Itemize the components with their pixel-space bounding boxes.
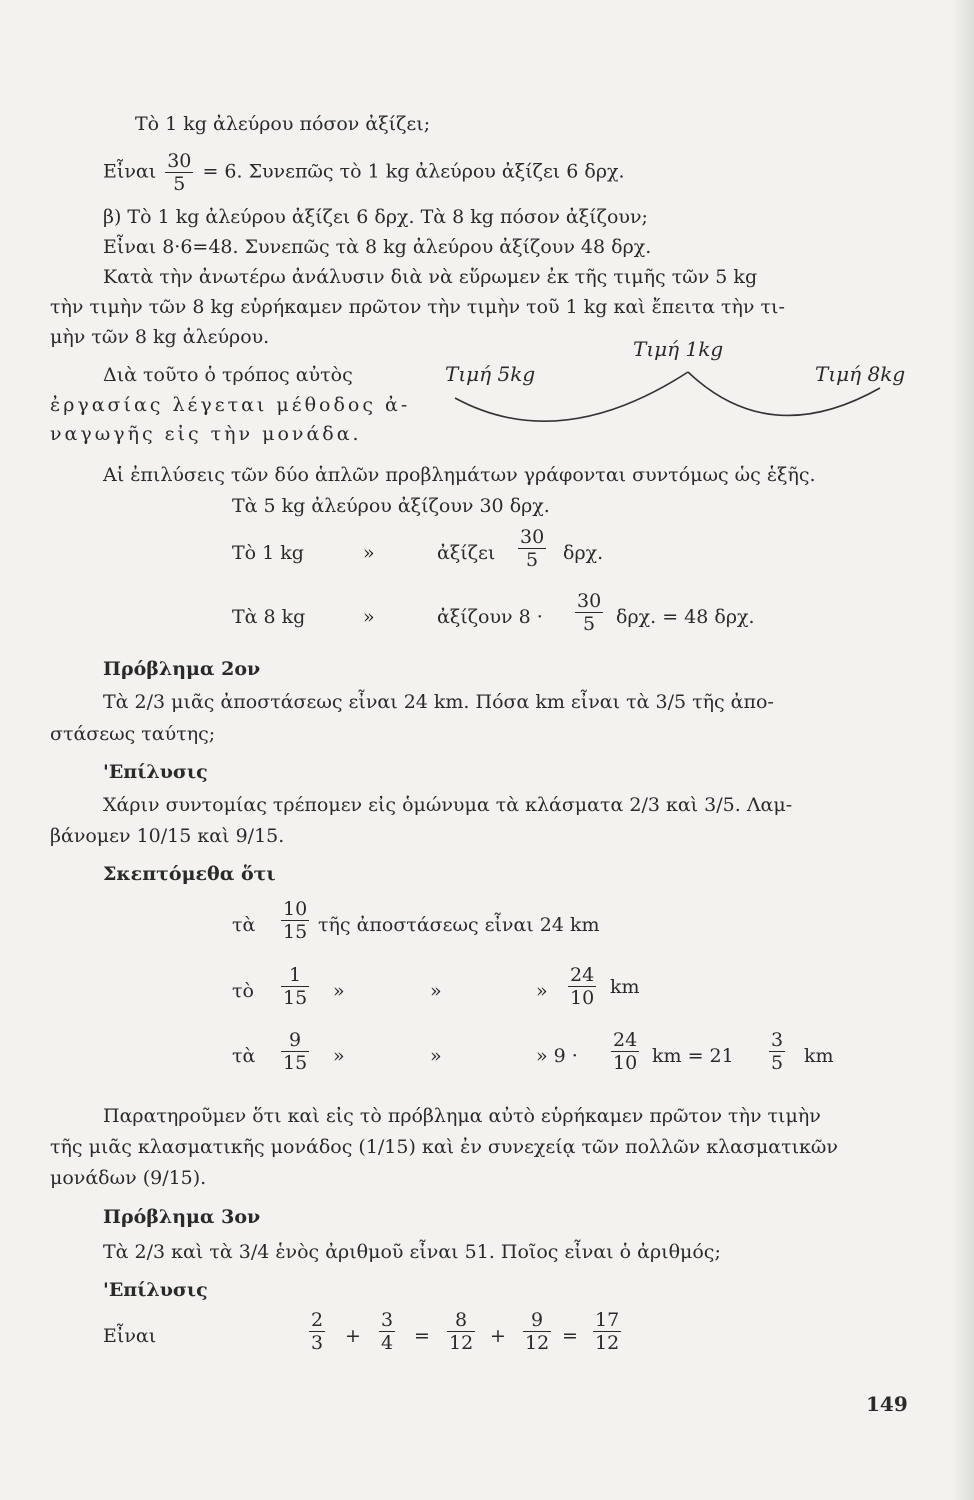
p3-fraction-4 bbox=[520, 1309, 554, 1354]
observation-line-1: Παρατηροῦμεν ὅτι καὶ εἰς τὸ πρόβλημα αὐτὸ εὑρήκαμεν πρῶτον τὴν τιμὴν bbox=[103, 1105, 821, 1127]
numerator: 24 bbox=[613, 1029, 638, 1051]
problem-2-solution-heading: 'Επίλυσις bbox=[103, 761, 208, 783]
fraction-9-12 bbox=[523, 1309, 551, 1354]
p3-fraction-3 bbox=[444, 1309, 478, 1354]
denominator: 5 bbox=[771, 1052, 784, 1074]
problem-2-solution-1: Χάριν συντομίας τρέπομεν εἰς ὁμώνυμα τὰ κλάσματα 2/3 καὶ 3/5. Λαμ- bbox=[103, 794, 793, 816]
problem-2-think: Σκεπτόμεθα ὅτι bbox=[103, 863, 276, 885]
row3-quote-3: » 9 · bbox=[536, 1045, 578, 1067]
p3-fraction-1 bbox=[306, 1309, 328, 1354]
page-number: 149 bbox=[866, 1392, 908, 1416]
summary-2-left: Τὸ 1 kg bbox=[232, 542, 304, 564]
summary-intro: Αἱ ἐπιλύσεις τῶν δύο ἁπλῶν προβλημάτων γράφονται συντόμως ὡς ἑξῆς. bbox=[103, 464, 816, 486]
summary-2-unit: δρχ. bbox=[563, 542, 604, 564]
row3-unit: km bbox=[804, 1045, 834, 1067]
problem-3-eival: Εἶναι bbox=[103, 1325, 157, 1347]
summary-2-verb: ἀξίζει bbox=[437, 542, 496, 564]
part-b-result: Εἶναι 8·6=48. Συνεπῶς τὰ 8 kg ἀλεύρου ἀξίζουν 48 δρχ. bbox=[103, 236, 652, 258]
fraction-8-12 bbox=[447, 1309, 475, 1354]
denominator: 3 bbox=[311, 1332, 324, 1354]
numerator: 9 bbox=[281, 1029, 309, 1052]
row1-fraction bbox=[278, 898, 312, 943]
row1-text: τῆς ἀποστάσεως εἶναι 24 km bbox=[318, 914, 600, 936]
row2-unit: km bbox=[610, 976, 640, 998]
numerator: 3 bbox=[771, 1029, 784, 1051]
p3-equals-1: = bbox=[414, 1325, 430, 1347]
eival-label: Εἶναι bbox=[103, 160, 157, 183]
denominator: 5 bbox=[526, 549, 539, 571]
fraction-1-15 bbox=[281, 964, 309, 1009]
p3-fraction-5 bbox=[590, 1309, 624, 1354]
denominator: 15 bbox=[283, 987, 308, 1009]
numerator: 2 bbox=[311, 1309, 324, 1331]
fraction-9-15 bbox=[281, 1029, 309, 1074]
method-line-3: ναγωγῆς εἰς τὴν μονάδα. bbox=[50, 423, 362, 445]
row2-quote-2: » bbox=[430, 980, 442, 1002]
fraction-24-10 bbox=[568, 964, 596, 1009]
denominator: 12 bbox=[449, 1332, 474, 1354]
row3-fraction bbox=[278, 1029, 312, 1074]
fraction-30-5-c bbox=[575, 590, 603, 635]
handwritten-arcs bbox=[0, 0, 974, 500]
part-b-question: β) Τὸ 1 kg ἀλεύρου ἀξίζει 6 δρχ. Τὰ 8 kg πόσον ἀξίζουν; bbox=[103, 206, 648, 228]
handwritten-price-5kg: Τιμή 5kg bbox=[445, 362, 536, 386]
row2-quote-1: » bbox=[333, 980, 345, 1002]
row2-value bbox=[565, 964, 599, 1009]
row1-article: τὰ bbox=[232, 914, 256, 936]
numerator: 9 bbox=[523, 1309, 551, 1332]
observation-line-3: μονάδων (9/15). bbox=[50, 1167, 207, 1189]
denominator: 10 bbox=[570, 987, 595, 1009]
denominator: 10 bbox=[613, 1052, 638, 1074]
row2-fraction bbox=[278, 964, 312, 1009]
row2-article: τὸ bbox=[232, 980, 254, 1002]
question-price-1kg: Τὸ 1 kg ἀλεύρου πόσον ἀξίζει; bbox=[135, 113, 431, 135]
row3-article: τὰ bbox=[232, 1045, 256, 1067]
analysis-line-2: τὴν τιμὴν τῶν 8 kg εὑρήκαμεν πρῶτον τὴν τιμὴν τοῦ 1 kg καὶ ἔπειτα τὴν τι- bbox=[50, 296, 785, 318]
row2-quote-3: » bbox=[536, 980, 548, 1002]
row3-equals: km = 21 bbox=[652, 1045, 734, 1067]
p3-plus-1: + bbox=[345, 1325, 361, 1347]
numerator: 1 bbox=[281, 964, 309, 987]
method-line-2: ἐργασίας λέγεται μέθοδος ἀ- bbox=[50, 394, 411, 416]
numerator: 30 bbox=[577, 590, 602, 612]
row3-quote-1: » bbox=[333, 1045, 345, 1067]
analysis-line-1: Κατὰ τὴν ἀνωτέρω ἀνάλυσιν διὰ νὰ εὕρωμεν ἐκ τῆς τιμῆς τῶν 5 kg bbox=[103, 266, 758, 288]
summary-2-quote: » bbox=[363, 542, 375, 564]
problem-2-text-1: Τὰ 2/3 μιᾶς ἀποστάσεως εἶναι 24 km. Πόσα km εἶναι τὰ 3/5 τῆς ἀπο- bbox=[103, 691, 774, 713]
summary-3-fraction bbox=[572, 590, 606, 635]
analysis-line-3: μὴν τῶν 8 kg ἀλεύρου. bbox=[50, 326, 270, 348]
numerator: 17 bbox=[595, 1309, 620, 1331]
fraction-2-3 bbox=[309, 1309, 325, 1354]
denominator: 12 bbox=[525, 1332, 550, 1354]
problem-3-solution-heading: 'Επίλυσις bbox=[103, 1279, 208, 1301]
p3-fraction-2 bbox=[376, 1309, 398, 1354]
p3-plus-2: + bbox=[490, 1325, 506, 1347]
problem-2-solution-2: βάνομεν 10/15 καὶ 9/15. bbox=[50, 825, 285, 847]
denominator: 5 bbox=[583, 613, 596, 635]
equals-six-text: = 6. Συνεπῶς τὸ 1 kg ἀλεύρου ἀξίζει 6 δρχ. bbox=[202, 160, 625, 183]
numerator: 8 bbox=[447, 1309, 475, 1332]
summary-3-quote: » bbox=[363, 606, 375, 628]
fraction-10-15 bbox=[281, 898, 309, 943]
row3-quote-2: » bbox=[430, 1045, 442, 1067]
fraction-24-10-b bbox=[611, 1029, 639, 1074]
denominator: 12 bbox=[595, 1332, 620, 1354]
denominator: 4 bbox=[381, 1332, 394, 1354]
problem-3-title: Πρόβλημα 3ον bbox=[103, 1206, 261, 1228]
problem-3-text: Τὰ 2/3 καὶ τὰ 3/4 ἑνὸς ἀριθμοῦ εἶναι 51. Ποῖος εἶναι ὁ ἀριθμός; bbox=[103, 1241, 721, 1263]
problem-2-title: Πρόβλημα 2ον bbox=[103, 658, 261, 680]
summary-3-left: Τὰ 8 kg bbox=[232, 606, 306, 628]
denominator: 5 bbox=[173, 173, 186, 195]
observation-line-2: τῆς μιᾶς κλασματικῆς μονάδος (1/15) καὶ ἐν συνεχείᾳ τῶν πολλῶν κλασματικῶν bbox=[50, 1136, 838, 1158]
numerator: 24 bbox=[570, 964, 595, 986]
summary-line-1: Τὰ 5 kg ἀλεύρου ἀξίζουν 30 δρχ. bbox=[232, 495, 550, 517]
handwritten-price-1kg: Τιμή 1kg bbox=[633, 337, 724, 361]
p3-equals-2: = bbox=[562, 1325, 578, 1347]
fraction-30-5-b bbox=[518, 526, 546, 571]
arc-1kg-to-8kg bbox=[688, 372, 880, 415]
summary-3-verb: ἀξίζουν 8 · bbox=[437, 606, 543, 628]
numerator: 30 bbox=[167, 150, 192, 172]
fraction-3-4 bbox=[379, 1309, 395, 1354]
fraction-3-5 bbox=[769, 1029, 785, 1074]
summary-3-end: δρχ. = 48 δρχ. bbox=[616, 606, 755, 628]
method-line-1: Διὰ τοῦτο ὁ τρόπος αὐτὸς bbox=[103, 364, 353, 386]
denominator: 15 bbox=[283, 921, 308, 943]
numerator: 3 bbox=[381, 1309, 394, 1331]
problem-2-text-2: στάσεως ταύτης; bbox=[50, 723, 216, 745]
denominator: 15 bbox=[283, 1052, 308, 1074]
row3-result-fraction bbox=[766, 1029, 788, 1074]
numerator: 10 bbox=[283, 898, 308, 920]
fraction-17-12 bbox=[593, 1309, 621, 1354]
summary-2-fraction bbox=[515, 526, 549, 571]
row3-value bbox=[608, 1029, 642, 1074]
numerator: 30 bbox=[520, 526, 545, 548]
arc-5kg-to-1kg bbox=[455, 372, 688, 421]
handwritten-price-8kg: Τιμή 8kg bbox=[815, 362, 906, 386]
